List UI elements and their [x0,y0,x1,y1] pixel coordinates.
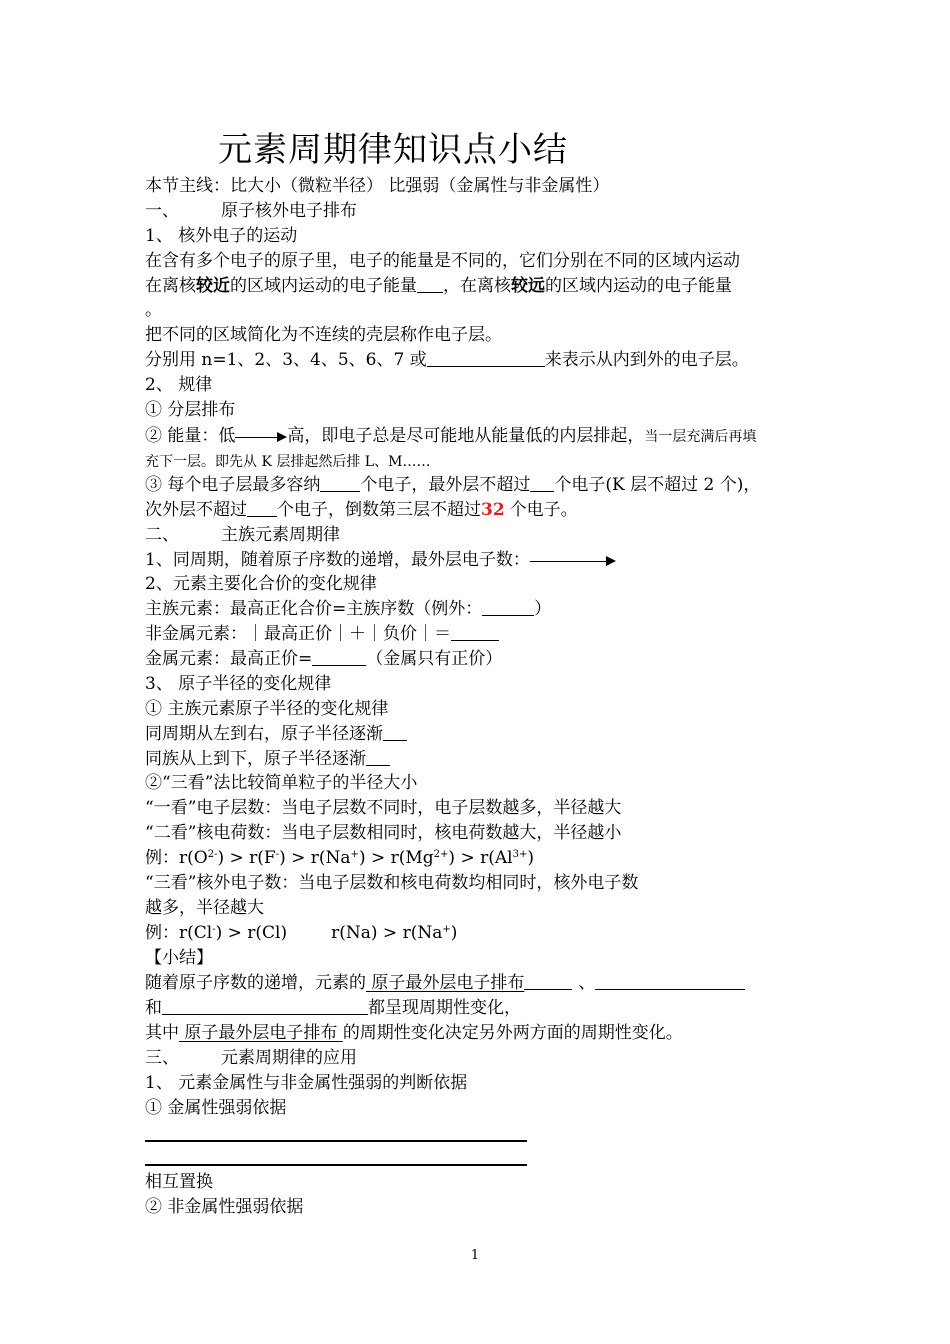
fill-blank [366,747,390,766]
rule-item: ② 非金属性强弱依据 [145,1197,304,1217]
fill-blank [427,348,545,367]
rule-item: ② 能量：低 高，即电子总是尽可能地从能量低的内层排起，当一层充满后再填 [145,426,757,446]
fill-blank-line [145,1164,527,1166]
section-2-heading: 二、 主族元素周期律 [145,525,340,545]
rule-item: ① 金属性强弱依据 [145,1098,287,1118]
fill-blank [312,647,366,666]
fill-blank [162,996,368,1015]
fill-blank [383,722,407,741]
fill-blank [482,597,534,616]
summary-heading: 【小结】 [145,948,213,968]
rule-item: ③ 每个电子层最多容纳 个电子，最外层不超过 个电子(K 层不超过 2 个)， [145,475,761,495]
fill-blank [451,622,499,641]
fill-blank [524,971,572,990]
rule-item: “一看”电子层数：当电子层数不同时，电子层数越多，半径越大 [145,798,622,818]
arrow-right-icon [530,554,616,568]
subheading-radius: 3、 原子半径的变化规律 [145,674,332,694]
subheading-criteria: 1、 元素金属性与非金属性强弱的判断依据 [145,1073,468,1093]
paragraph-line: 在离核较近的区域内运动的电子能量 ，在离核较远的区域内运动的电子能量 [145,276,732,296]
rule-item: 同族从上到下，原子半径逐渐 [145,747,390,772]
section-1-heading: 一、 原子核外电子排布 [145,201,357,221]
rule-item: 金属元素：最高正价= （金属只有正价） [145,649,503,669]
subheading-valence: 2、元素主要化合价的变化规律 [145,574,377,594]
rule-item: ②“三看”法比较简单粒子的半径大小 [145,773,418,793]
summary-line: 其中 原子最外层电子排布 的周期性变化决定另外两方面的周期性变化。 [145,1023,683,1043]
example-line: 例：$r(O^{2-}) > r(F^-) > r(Na^+) > r(Mg^{2+}) > r(Al^{3+})$ [145,848,534,868]
fill-blank [320,473,360,492]
arrow-right-icon [235,430,287,444]
paragraph-line: 把不同的区域简化为不连续的壳层称作电子层。 [145,325,502,345]
subheading-rules: 2、 规律 [145,375,213,395]
rule-item: 次外层不超过 个电子，倒数第三层不超过32 个电子。 [145,500,578,520]
page-title: 元素周期律知识点小结 [218,130,568,170]
fill-blank [595,971,745,990]
paragraph-line: 在含有多个电子的原子里，电子的能量是不同的，它们分别在不同的区域内运动 [145,251,740,271]
rule-item: 非金属元素：｜最高正价｜＋｜负价｜＝ [145,622,499,647]
summary-line: 和 都呈现周期性变化， [145,998,521,1018]
main-line-text: 本节主线：比大小（微粒半径） 比强弱（金属性与非金属性） [145,176,610,196]
rule-item: ① 主族元素原子半径的变化规律 [145,699,389,719]
rule-item: ① 分层排布 [145,400,236,420]
fill-blank [247,498,277,517]
summary-line: 随着原子序数的递增，元素的 原子最外层电子排布 、 [145,971,745,996]
paragraph-line: 分别用 n=1、2、3、4、5、6、7 或 来表示从内到外的电子层。 [145,350,749,370]
fill-blank-line [145,1140,527,1142]
rule-item: 同周期从左到右，原子半径逐渐 [145,722,407,747]
page-number: 1 [470,1248,480,1263]
rule-item: “二看”核电荷数：当电子层数相同时，核电荷数越大，半径越小 [145,823,622,843]
example-line: 例：r(Cl-) > r(Cl) r(Na) > r(Na+) [145,923,458,943]
rule-item: 越多，半径越大 [145,898,264,918]
fill-blank [530,473,554,492]
rule-item: 主族元素：最高正化合价=主族序数（例外： ） [145,599,552,619]
rule-item: “三看”核外电子数：当电子层数和核电荷数均相同时，核外电子数 [145,873,639,893]
subheading-electron-motion: 1、 核外电子的运动 [145,226,298,246]
section-3-heading: 三、 元素周期律的应用 [145,1048,357,1068]
rule-item: 1、同周期，随着原子序数的递增，最外层电子数： [145,548,616,573]
fill-blank [417,274,443,293]
paragraph-line: 。 [145,300,162,320]
rule-item: 相互置换 [145,1172,213,1192]
rule-item: 充下一层。即先从 K 层排起然后排 L、M…… [145,454,431,470]
